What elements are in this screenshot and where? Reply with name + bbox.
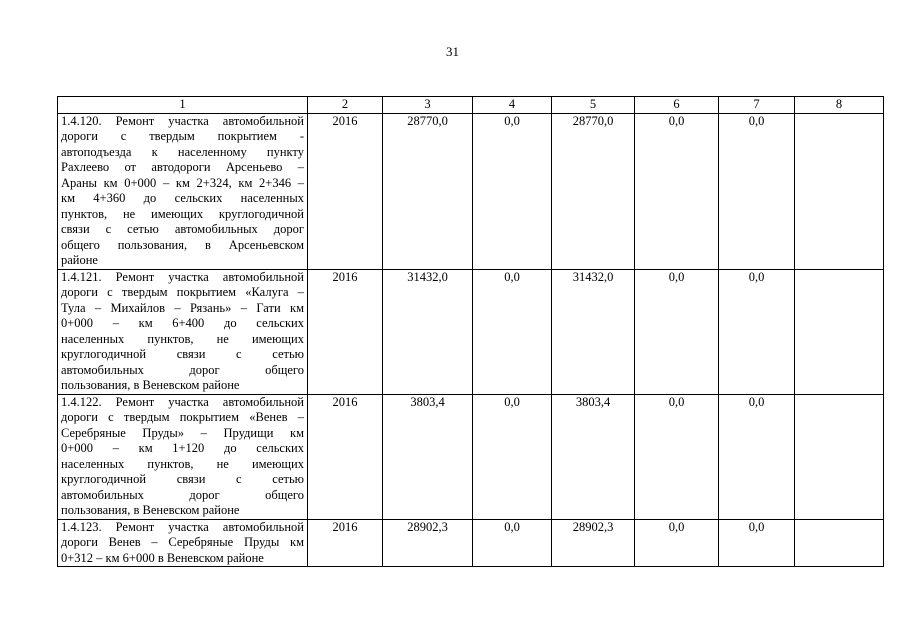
cell-c5: 31432,0 — [552, 269, 635, 394]
row-description — [58, 113, 308, 269]
cell-c2: 2016 — [308, 519, 383, 567]
cell-c7: 0,0 — [719, 394, 795, 519]
col-header-4: 4 — [473, 97, 552, 114]
cell-c4: 0,0 — [473, 394, 552, 519]
cell-c6: 0,0 — [635, 394, 719, 519]
description-line: общего пользования, в Арсеньевском — [61, 237, 304, 252]
col-header-2: 2 — [308, 97, 383, 114]
table-row — [58, 394, 884, 519]
row-description — [58, 269, 308, 394]
col-header-3: 3 — [383, 97, 473, 114]
cell-c5: 28902,3 — [552, 519, 635, 567]
col-header-5: 5 — [552, 97, 635, 114]
description-line: Серебряные Пруды» – Прудищи км — [61, 425, 304, 440]
description-line: автомобильных дорог общего — [61, 362, 304, 377]
description-line: пользования, в Веневском районе — [61, 503, 240, 517]
cell-c7: 0,0 — [719, 113, 795, 269]
cell-c6: 0,0 — [635, 519, 719, 567]
description-line: км 4+360 до сельских населенных — [61, 191, 304, 205]
description-line: пользования, в Веневском районе — [61, 378, 240, 392]
cell-c8 — [795, 269, 884, 394]
description-line: пунктов, не имеющих круглогодичной — [61, 206, 304, 221]
description-line: автомобильных дорог общего — [61, 487, 304, 502]
description-line: автоподъезда к населенному пункту — [61, 144, 304, 159]
cell-c2: 2016 — [308, 269, 383, 394]
row-description — [58, 519, 308, 567]
description-line: дороги с твердым покрытием - — [61, 129, 304, 143]
cell-c3: 3803,4 — [383, 394, 473, 519]
col-header-1: 1 — [58, 97, 308, 114]
description-line: 0+000 – км 6+400 до сельских — [61, 316, 304, 330]
description-line: Тула – Михайлов – Рязань» – Гати км — [61, 300, 304, 315]
row-description — [58, 394, 308, 519]
cell-c5: 28770,0 — [552, 113, 635, 269]
col-header-6: 6 — [635, 97, 719, 114]
cell-c7: 0,0 — [719, 269, 795, 394]
budget-table — [57, 96, 884, 567]
cell-c8 — [795, 113, 884, 269]
description-line: Рахлеево от автодороги Арсеньево – — [61, 160, 304, 174]
cell-c2: 2016 — [308, 113, 383, 269]
description-line: круглогодичной связи с сетью — [61, 347, 304, 361]
description-line: 1.4.120. Ремонт участка автомобильной — [61, 113, 304, 128]
header-row — [58, 97, 884, 114]
cell-c5: 3803,4 — [552, 394, 635, 519]
cell-c3: 28902,3 — [383, 519, 473, 567]
description-line: связи с сетью автомобильных дорог — [61, 222, 304, 236]
table-row — [58, 269, 884, 394]
col-header-8: 8 — [795, 97, 884, 114]
description-line: Араны км 0+000 – км 2+324, км 2+346 – — [61, 175, 304, 190]
description-line: дороги с твердым покрытием «Калуга – — [61, 285, 304, 299]
description-line: 0+312 – км 6+000 в Веневском районе — [61, 550, 264, 565]
cell-c6: 0,0 — [635, 269, 719, 394]
cell-c6: 0,0 — [635, 113, 719, 269]
cell-c4: 0,0 — [473, 269, 552, 394]
page-number: 31 — [446, 44, 459, 59]
description-line: дороги с твердым покрытием «Венев – — [61, 410, 304, 424]
table-row — [58, 519, 884, 567]
description-line: районе — [61, 253, 98, 267]
description-line: населенных пунктов, не имеющих — [61, 456, 304, 471]
description-line: населенных пунктов, не имеющих — [61, 331, 304, 346]
cell-c3: 31432,0 — [383, 269, 473, 394]
description-line: 0+000 – км 1+120 до сельских — [61, 441, 304, 455]
cell-c8 — [795, 394, 884, 519]
cell-c8 — [795, 519, 884, 567]
table-row — [58, 113, 884, 269]
description-line: дороги Венев – Серебряные Пруды км — [61, 535, 304, 549]
description-line: 1.4.123. Ремонт участка автомобильной — [61, 519, 304, 534]
cell-c2: 2016 — [308, 394, 383, 519]
description-line: 1.4.121. Ремонт участка автомобильной — [61, 269, 304, 284]
description-line: круглогодичной связи с сетью — [61, 472, 304, 486]
cell-c4: 0,0 — [473, 113, 552, 269]
cell-c4: 0,0 — [473, 519, 552, 567]
description-line: 1.4.122. Ремонт участка автомобильной — [61, 394, 304, 409]
col-header-7: 7 — [719, 97, 795, 114]
cell-c3: 28770,0 — [383, 113, 473, 269]
cell-c7: 0,0 — [719, 519, 795, 567]
